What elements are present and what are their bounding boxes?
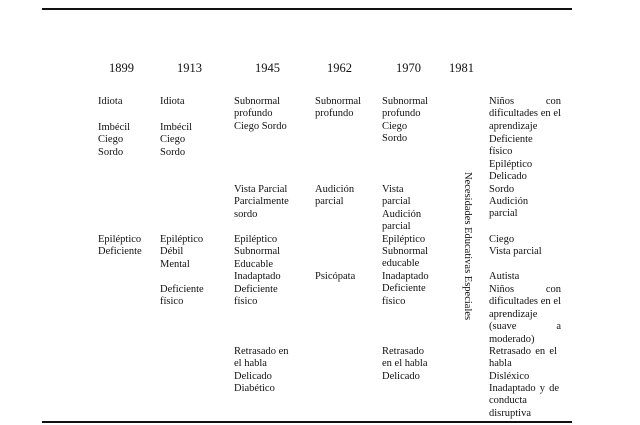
cell-1913-group4: Deficiente físico xyxy=(160,284,204,308)
cell-last-group2: Deficiente físico Epiléptico Delicado Sordo Audición parcial xyxy=(489,134,533,220)
cell-last-group5: Niños con dificultades en el aprendizaje (suave a moderado) xyxy=(489,284,561,345)
cell-1962-group1: Subnormal profundo xyxy=(315,96,362,120)
cell-1945-group4: Retrasado en el habla Delicado Diabético xyxy=(234,346,289,395)
cell-1945-group2: Vista Parcial Parcialmente sordo xyxy=(234,184,289,220)
cell-1970-group1: Subnormal profundo Ciego Sordo xyxy=(382,96,429,145)
cell-1945-group1: Subnormal profundo Ciego Sordo xyxy=(234,96,287,132)
cell-last-group7: Disléxico xyxy=(489,371,530,382)
bottom-rule xyxy=(42,421,572,423)
cell-1970-group3: Retrasado en el habla Delicado xyxy=(382,346,428,382)
cell-1899-group3: Epiléptico Deficiente xyxy=(98,234,142,258)
cell-1913-group1: Idiota xyxy=(160,96,185,107)
year-1945: 1945 xyxy=(255,61,280,75)
cell-1945-group3: Epiléptico Subnormal Educable Inadaptado Deficiente físico xyxy=(234,234,281,308)
cell-1899-group2: Imbécil Ciego Sordo xyxy=(98,122,131,158)
cell-last-group3: Ciego Vista parcial xyxy=(489,234,542,258)
year-1970: 1970 xyxy=(396,61,421,75)
cell-last-group8: Inadaptado y de conducta disruptiva xyxy=(489,383,559,419)
cell-1962-group3: Psicópata xyxy=(315,271,356,282)
year-1899: 1899 xyxy=(109,61,134,75)
cell-last-group6: Retrasado en el habla xyxy=(489,346,557,370)
cell-1970-group2: Vista parcial Audición parcial Epiléptico Subnormal educable Inadaptado Deficiente físico xyxy=(382,184,429,307)
year-1981: 1981 xyxy=(449,61,474,75)
vertical-label-nee: Necesidades Educativas Especiales xyxy=(462,172,473,321)
cell-1899-group1: Idiota xyxy=(98,96,123,107)
year-1962: 1962 xyxy=(327,61,352,75)
cell-last-group1: Niños con dificultades en el aprendizaje xyxy=(489,96,561,132)
cell-last-group4: Autista xyxy=(489,271,520,282)
top-rule xyxy=(42,8,572,10)
cell-1913-group2: Imbécil Ciego Sordo xyxy=(160,122,193,158)
cell-1962-group2: Audición parcial xyxy=(315,184,355,208)
year-1913: 1913 xyxy=(177,61,202,75)
cell-1913-group3: Epiléptico Débil Mental xyxy=(160,234,204,270)
